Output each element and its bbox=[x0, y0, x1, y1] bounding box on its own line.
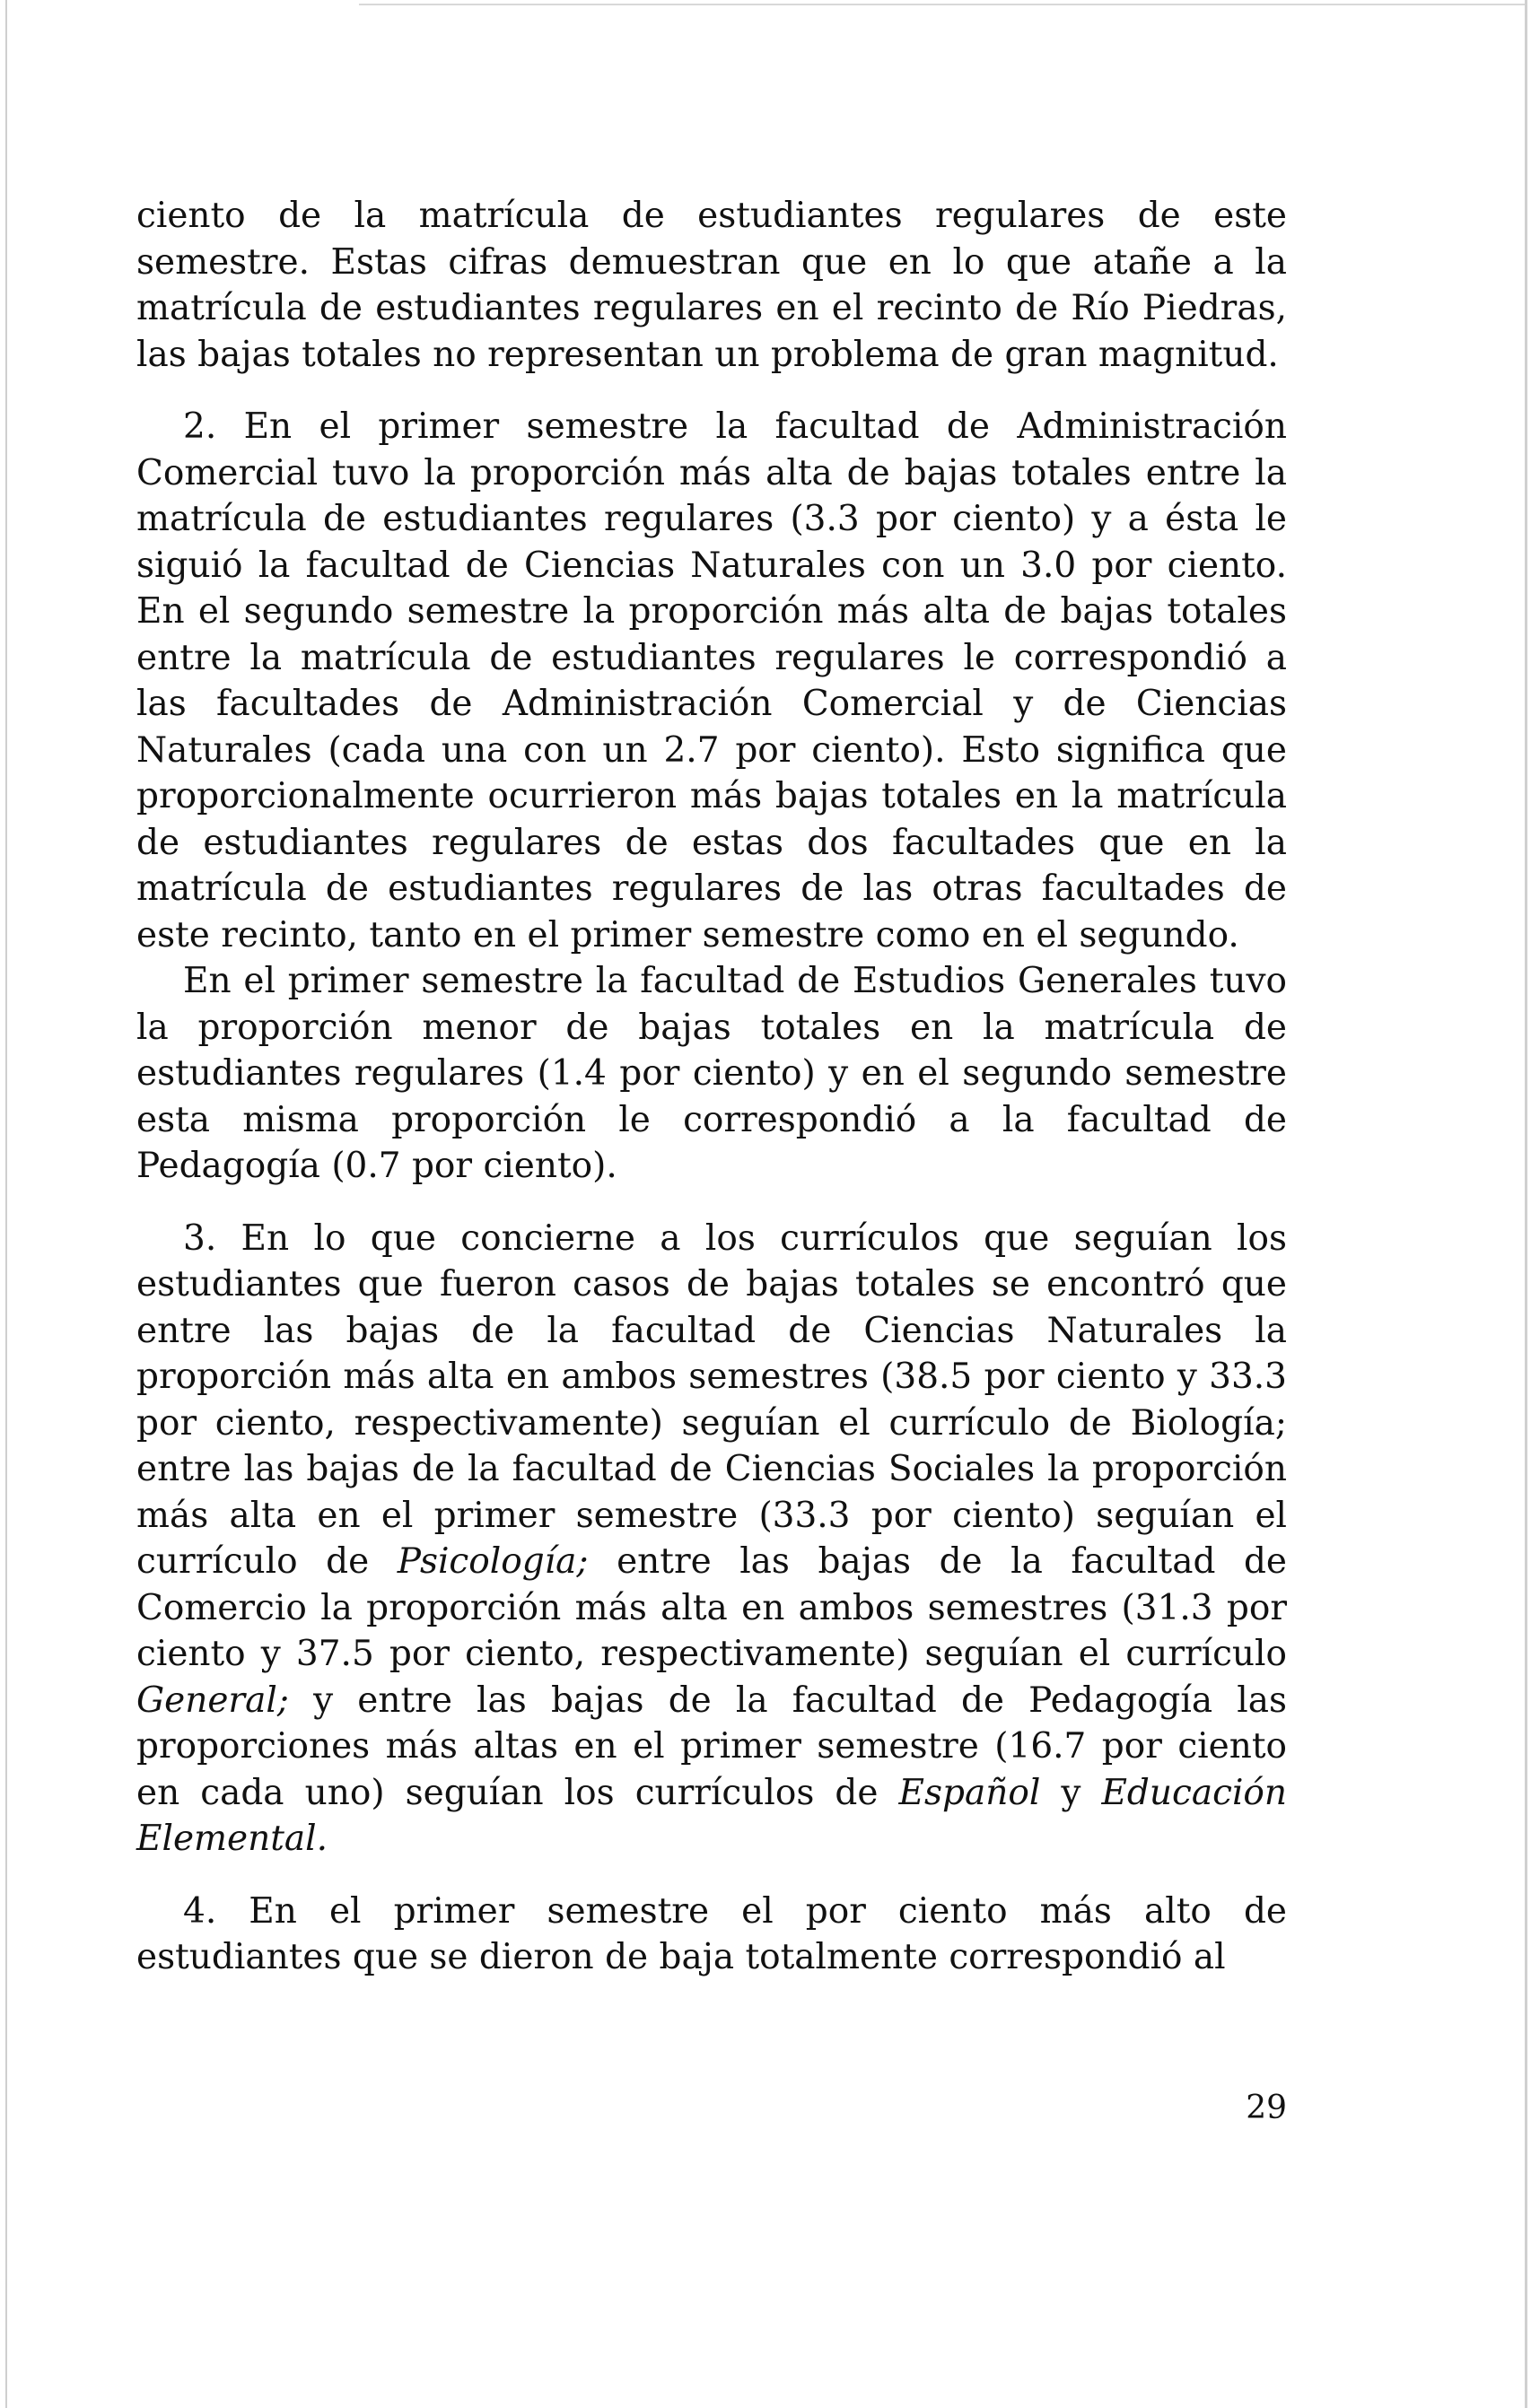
paragraph-4-italic-1: Psicología; bbox=[397, 1541, 589, 1582]
paragraph-4 bbox=[136, 1216, 1287, 1863]
paragraph-4-italic-4: Educación Elemental. bbox=[136, 1772, 1288, 1859]
paragraph-4-italic-2: General; bbox=[136, 1679, 289, 1721]
scan-edge-left bbox=[5, 0, 7, 2408]
page-number: 29 bbox=[1246, 2090, 1287, 2126]
paragraph-5: 4. En el primer semestre el por ciento más alto de estudiantes que se dieron de baja totalmente correspondió al bbox=[136, 1890, 1287, 1977]
paragraph-2: 2. En el primer semestre la facultad de Administración Comercial tuvo la proporción más alta de bajas totales entre la matrícula de estudiantes regulares (3.3 por ciento) y a ésta le siguió la facultad de Ciencias Naturales con un 3.0 por ciento. En el segundo semestre la proporción más alta de bajas totales entre la matrícula de estudiantes regulares le correspondió a las facultades de Administración Comercial y de Ciencias Naturales (cada una con un 2.7 por ciento). Esto significa que proporcionalmente ocurrieron más bajas totales en la matrícula de estudiantes regulares de estas dos facultades que en la matrícula de estudiantes regulares de las otras facultades de este recinto, tanto en el primer semestre como en el segundo. bbox=[136, 406, 1287, 955]
paragraph-4-italic-3: Español bbox=[898, 1772, 1041, 1813]
scan-edge-right bbox=[1525, 0, 1527, 2408]
scan-edge-top bbox=[359, 4, 1526, 5]
body-text bbox=[136, 193, 1287, 1981]
paragraph-3: En el primer semestre la facultad de Estudios Generales tuvo la proporción menor de bajas totales en la matrícula de estudiantes regulares (1.4 por ciento) y en el segundo semestre esta misma proporción le correspondió a la facultad de Pedagogía (0.7 por ciento). bbox=[136, 961, 1287, 1186]
paragraph-4-text-2: entre las bajas de la facultad de Comercio la proporción más alta en ambos semestres (31.3 por ciento y 37.5 por ciento, respectivamente) seguían el currículo bbox=[136, 1541, 1287, 1674]
paragraph-4-text-4: y bbox=[1040, 1772, 1102, 1813]
paragraph-4-text-3: y entre las bajas de la facultad de Pedagogía las proporciones más altas en el primer semestre (16.7 por ciento en cada uno) seguían los currículos de bbox=[136, 1679, 1287, 1813]
paragraph-4-text-1: 3. En lo que concierne a los currículos que seguían los estudiantes que fueron casos de bajas totales se encontró que entre las bajas de la facultad de Ciencias Naturales la proporción más alta en ambos semestres (38.5 por ciento y 33.3 por ciento, respectivamente) seguían el currículo de Biología; entre las bajas de la facultad de Ciencias Sociales la proporción más alta en el primer semestre (33.3 por ciento) seguían el currículo de bbox=[136, 1217, 1287, 1582]
paragraph-1: ciento de la matrícula de estudiantes regulares de este semestre. Estas cifras demuestran que en lo que atañe a la matrícula de estudiantes regulares en el recinto de Río Piedras, las bajas totales no representan un problema de gran magnitud. bbox=[136, 196, 1287, 375]
